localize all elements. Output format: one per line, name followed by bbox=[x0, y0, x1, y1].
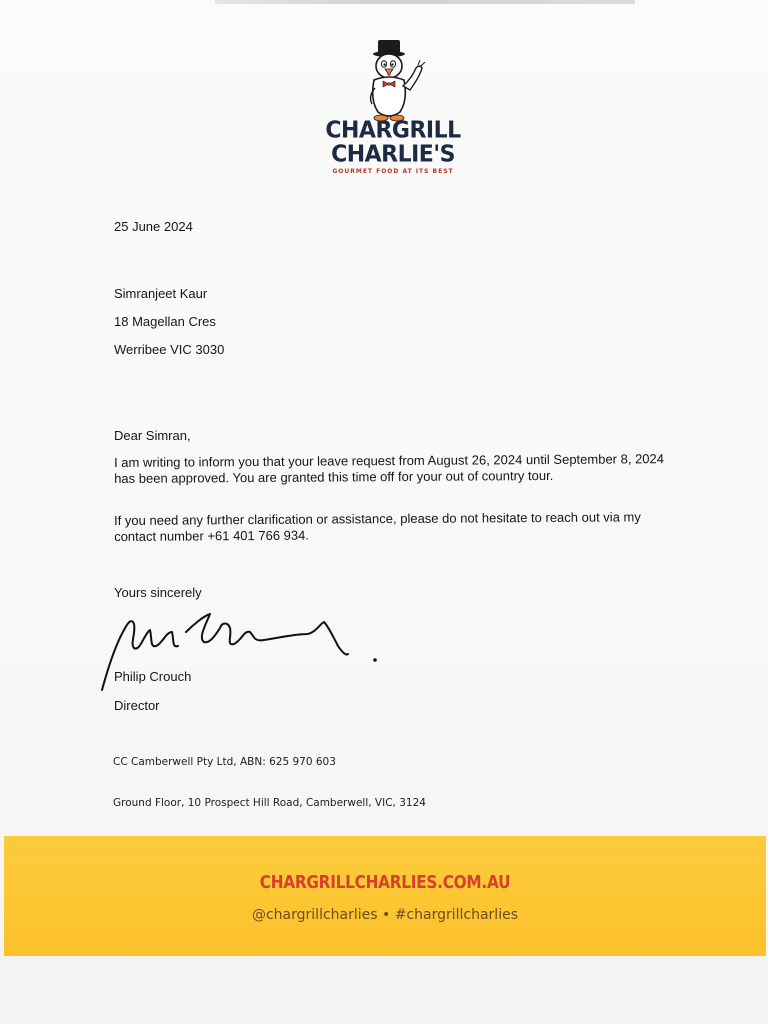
footer-band bbox=[4, 836, 766, 956]
website-link[interactable]: CHARGRILLCHARLIES.COM.AU bbox=[259, 872, 511, 893]
company-legal-line: CC Camberwell Pty Ltd, ABN: 625 970 603 bbox=[113, 756, 336, 768]
chicken-mascot-icon bbox=[358, 38, 428, 126]
signer-name: Philip Crouch bbox=[114, 669, 192, 684]
company-logo bbox=[318, 38, 468, 178]
brand-tagline: GOURMET FOOD AT ITS BEST bbox=[332, 168, 454, 175]
closing: Yours sincerely bbox=[114, 585, 202, 600]
brand-name-line-2: CHARLIE'S bbox=[331, 141, 455, 168]
signer-title: Director bbox=[114, 698, 160, 713]
social-handles: @chargrillcharlies • #chargrillcharlies bbox=[251, 907, 518, 923]
body-paragraph-approval: I am writing to inform you that your leave request from August 26, 2024 until September 8, 2024 has been approved. You are granted this time off for your out of country tour. bbox=[114, 451, 665, 486]
brand-name-line-1: CHARGRILL bbox=[325, 117, 461, 144]
company-address-line: Ground Floor, 10 Prospect Hill Road, Camberwell, VIC, 3124 bbox=[113, 797, 426, 809]
brand-wordmark bbox=[318, 117, 468, 175]
page-top-edge bbox=[215, 0, 635, 4]
salutation: Dear Simran, bbox=[114, 428, 191, 443]
body-paragraph-contact: If you need any further clarification or assistance, please do not hesitate to reach out via my contact number +61 401 766 934. bbox=[114, 509, 641, 544]
recipient-street: 18 Magellan Cres bbox=[114, 314, 216, 329]
recipient-suburb: Werribee VIC 3030 bbox=[114, 342, 225, 357]
recipient-name: Simranjeet Kaur bbox=[114, 286, 208, 301]
letter-date: 25 June 2024 bbox=[114, 219, 193, 234]
